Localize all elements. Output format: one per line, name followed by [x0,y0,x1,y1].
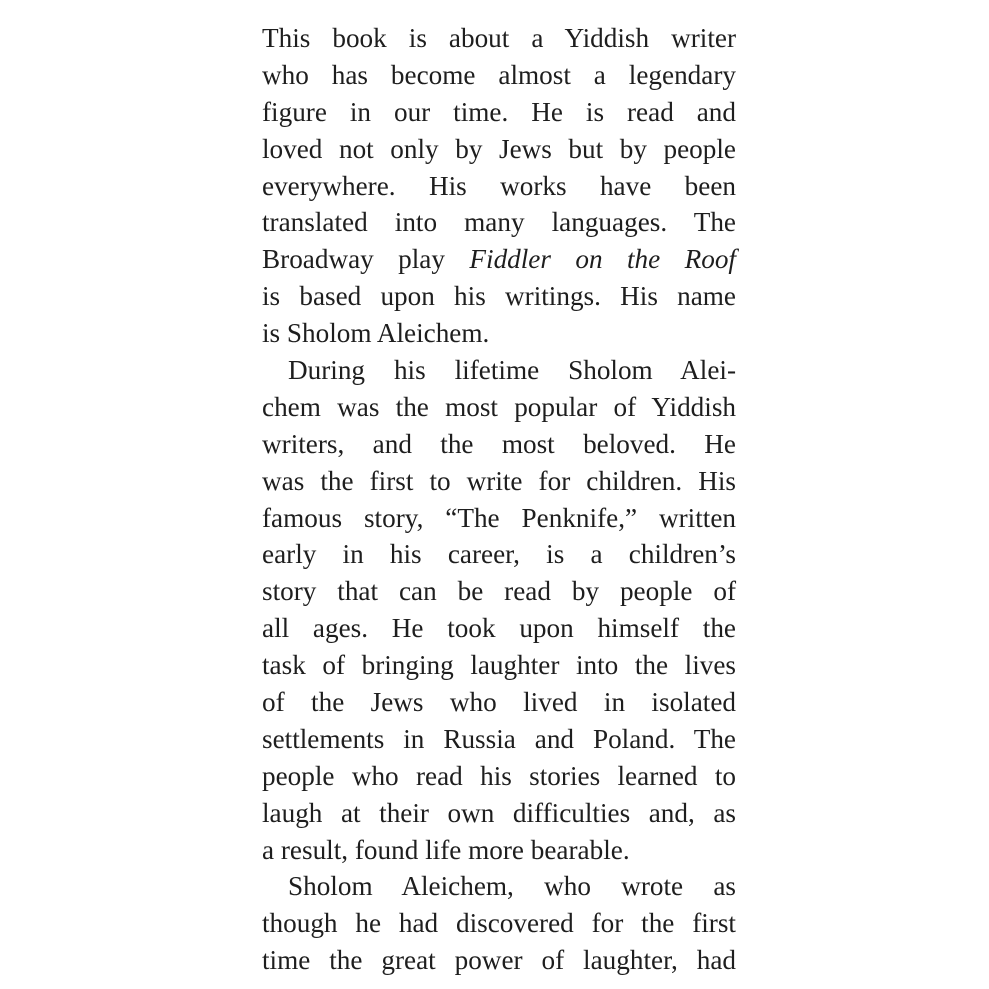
paragraph-1-line-5: everywhere. His works have been [262,170,736,201]
paragraph-1-line-4: loved not only by Jews but by people [262,133,736,164]
paragraph-2-line-2: chem was the most popular of Yiddish [262,391,736,422]
book-title-italic: Fiddler on the Roof [469,244,736,275]
paragraph-2-line-9: task of bringing laughter into the lives [262,650,736,681]
paragraph-2-line-4: was the first to write for children. His [262,465,736,496]
paragraph-1-line-8: is based upon his writings. His name [262,281,736,312]
paragraph-2-line-13: laugh at their own difficulties and, as [262,797,736,828]
paragraph-1-line-7: Broadway play Fiddler on the Roof [262,244,736,275]
paragraph-2-line-1: During his lifetime Sholom Alei- [288,355,736,386]
paragraph-3-line-3: time the great power of laughter, had [262,945,736,976]
paragraph-2-line-8: all ages. He took upon himself the [262,613,736,644]
paragraph-1-line-2: who has become almost a legendary [262,59,736,90]
paragraph-2-line-11: settlements in Russia and Poland. The [262,723,736,754]
body-text [262,20,736,979]
paragraph-1-line-1: This book is about a Yiddish writer [262,23,736,53]
paragraph-2-line-12: people who read his stories learned to [262,760,736,791]
paragraph-1-line-3: figure in our time. He is read and [262,96,736,127]
paragraph-3-line-1: Sholom Aleichem, who wrote as [288,871,736,902]
paragraph-2-line-14: a result, found life more bearable. [262,834,630,865]
paragraph-3-line-2: though he had discovered for the first [262,908,736,939]
paragraph-2-line-6: early in his career, is a children’s [262,539,736,570]
paragraph-1-line-9: is Sholom Aleichem. [262,318,490,349]
paragraph-2-line-3: writers, and the most beloved. He [262,428,736,459]
paragraph-2-line-10: of the Jews who lived in isolated [262,687,736,718]
paragraph-1-line-6: translated into many languages. The [262,207,736,238]
paragraph-2-line-5: famous story, “The Penknife,” written [262,502,736,533]
paragraph-2-line-7: story that can be read by people of [262,576,736,607]
